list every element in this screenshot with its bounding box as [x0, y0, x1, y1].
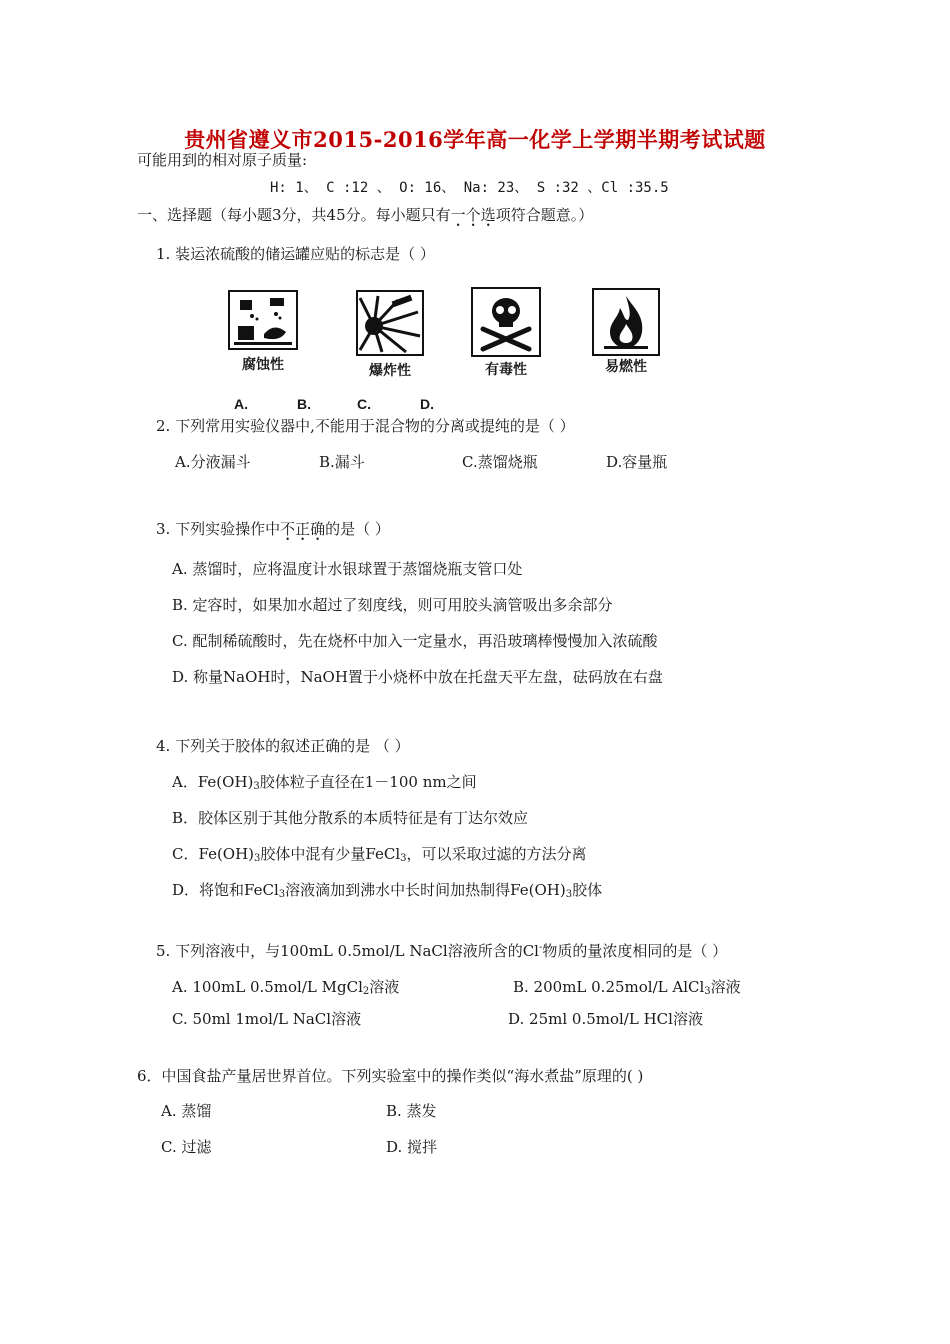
q6-option-a: A. 蒸馏 — [161, 1102, 212, 1120]
q3-option-b: B. 定容时，如果加水超过了刻度线，则可用胶头滴管吸出多余部分 — [172, 596, 613, 614]
q4-option-c: C．$Fe(OH)_3$胶体中混有少量FeCl$_3$，可以采取过滤的方法分离 — [172, 845, 587, 864]
q2-option-d: D.容量瓶 — [606, 453, 668, 471]
q3-option-c: C. 配制稀硫酸时，先在烧杯中加入一定量水，再沿玻璃棒慢慢加入浓硫酸 — [172, 632, 658, 650]
q2-option-c: C.蒸馏烧瓶 — [462, 453, 538, 471]
page-title: 贵州省遵义市2015-2016学年高一化学上学期半期考试试题 — [184, 127, 766, 152]
sign-label-toxic: 有毒性 — [485, 362, 527, 378]
flammable-sign — [592, 288, 660, 375]
q1-option-b: B. — [297, 396, 311, 412]
section-heading: 一、选择题（每小题3分，共45分。每小题只有一个选项符合题意。） — [137, 206, 594, 224]
question-1-stem: 1. 装运浓硫酸的储运罐应贴的标志是（ ） — [156, 245, 435, 263]
q6-option-c: C. 过滤 — [161, 1138, 212, 1156]
q3-option-a: A. 蒸馏时，应将温度计水银球置于蒸馏烧瓶支管口处 — [172, 560, 523, 578]
q5-option-b: B. 200mL 0.25mol/L AlCl$_3$溶液 — [513, 978, 741, 997]
toxic-sign — [471, 287, 541, 378]
q3-option-d: D. 称量NaOH时，NaOH置于小烧杯中放在托盘天平左盘，砝码放在右盘 — [172, 668, 663, 686]
q4-option-a: A．$Fe(OH)_3$胶体粒子直径在1－100 nm之间 — [172, 773, 477, 792]
q5-option-c: C. 50ml 1mol/L NaCl溶液 — [172, 1010, 362, 1028]
corrosive-icon — [230, 292, 296, 348]
flammable-icon — [594, 290, 658, 354]
explosive-sign — [356, 290, 424, 379]
q4-option-b: B．胶体区别于其他分散系的本质特征是有丁达尔效应 — [172, 809, 529, 827]
q4-option-d: D．将饱和FeCl$_3$溶液滴加到沸水中长时间加热制得$Fe(OH)_3$胶体 — [172, 881, 603, 900]
q6-option-d: D. 搅拌 — [386, 1138, 438, 1156]
question-4-stem: 4. 下列关于胶体的叙述正确的是 （ ） — [156, 737, 410, 755]
atomic-masses: H: 1、 C :12 、 O: 16、 Na: 23、 S :32 、Cl :35.5 — [270, 180, 669, 196]
explosive-icon — [358, 292, 422, 354]
sign-label-corrosive: 腐蚀性 — [242, 357, 284, 373]
corrosive-sign — [228, 290, 298, 373]
q2-option-b: B.漏斗 — [319, 453, 365, 471]
q1-option-d: D. — [420, 396, 434, 412]
sign-label-flammable: 易燃性 — [605, 359, 647, 375]
atomic-mass-label: 可能用到的相对原子质量: — [137, 151, 308, 169]
q1-option-a: A. — [234, 396, 248, 412]
question-2-stem: 2. 下列常用实验仪器中,不能用于混合物的分离或提纯的是（ ） — [156, 417, 575, 435]
question-6-stem: 6．中国食盐产量居世界首位。下列实验室中的操作类似“海水煮盐”原理的( ) — [137, 1067, 644, 1085]
q5-option-a: A. 100mL 0.5mol/L MgCl$_2$溶液 — [172, 978, 400, 997]
question-5-stem: 5. 下列溶液中，与100mL 0.5mol/L NaCl溶液所含的Cl-物质的量浓度相同的是（ ） — [156, 942, 728, 960]
q6-option-b: B. 蒸发 — [386, 1102, 437, 1120]
q2-option-a: A.分液漏斗 — [175, 453, 251, 471]
sign-label-explosive: 爆炸性 — [369, 363, 411, 379]
question-3-stem: 3. 下列实验操作中不正确的是（ ） — [156, 520, 390, 538]
q5-option-d: D. 25ml 0.5mol/L HCl溶液 — [508, 1010, 703, 1028]
q1-option-c: C. — [357, 396, 371, 412]
toxic-icon — [473, 289, 539, 355]
